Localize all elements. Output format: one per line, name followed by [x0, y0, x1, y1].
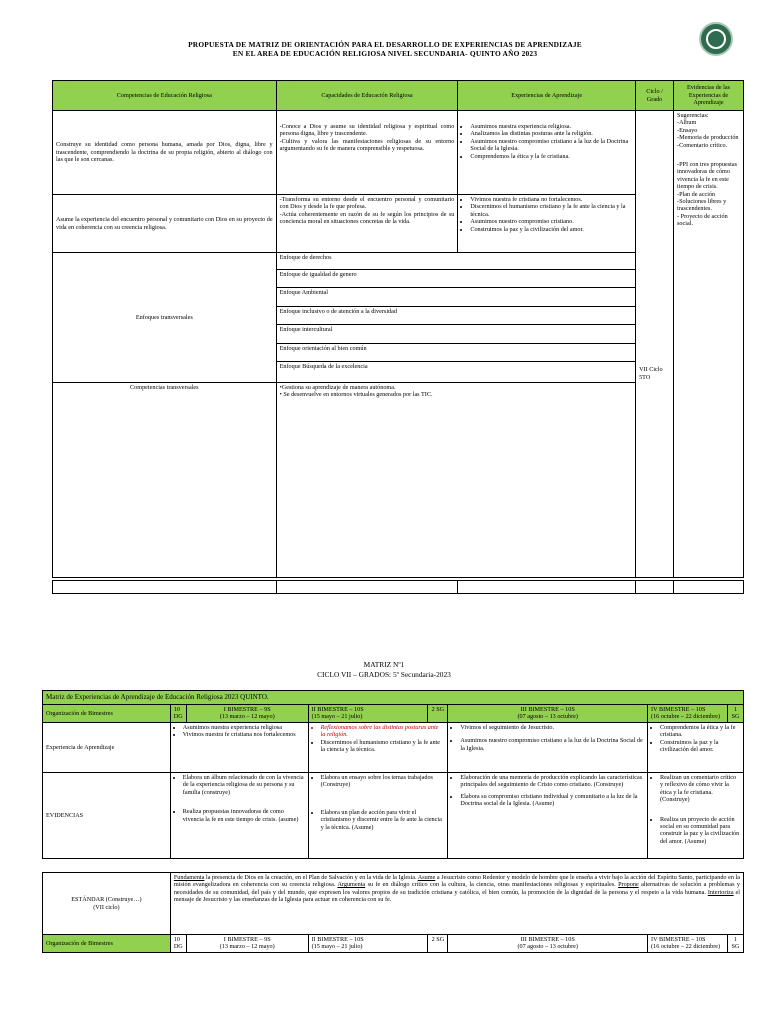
- evidencias-cell: Sugerencias: -Album -Ensayo -Memoria de producción -Comentario crítico. -PPI con tres propuestas innovadoras de cómo vivencia la fe en este tiempo de crisis. -Plan de acción -Soluciones libres y trascendentes. - Proyecto de acción social.: [674, 111, 744, 578]
- bimestre-1-b: I BIMESTRE – 9S (13 marzo – 12 mayo): [186, 935, 308, 953]
- ev-bim-2: • Elabora un ensayo sobre los temas trabajados (Construye) • Elabora un plan de acción para vivir el cristianismo y discernir entre la fe ante la ciencia y la técnica. (Asume): [308, 773, 448, 859]
- weeks-3-b: 1 SG: [727, 935, 743, 953]
- matriz-title: MATRIZ Nº1: [363, 660, 405, 669]
- header-evidencias: Evidencias de las Experiencias de Aprendizaje: [674, 81, 744, 111]
- matriz-table: [42, 690, 744, 859]
- exp-bim-1: • Asumimos nuestra experiencia religiosa • Vivimos nuestra fe cristiana nos fortalecemos: [170, 723, 308, 773]
- enfoque-item: Enfoque de igualdad de genero: [277, 270, 635, 288]
- enfoques-cell: [276, 253, 635, 383]
- bimestre-2-b: II BIMESTRE – 10S (15 mayo – 21 julio): [308, 935, 428, 953]
- exp-bim-2: • Reflexionamos sobre las distintas posturas ante la religión. • Discernimos el humanismo cristiano y la fe ante la ciencia y la técnica.: [308, 723, 448, 773]
- header-experiencias: Experiencias de Aprendizaje: [458, 81, 636, 111]
- comp-trans-cell: •Gestiona su aprendizaje de manera autónoma. • Se desenvuelve en entornos virtuales generados por las TIC.: [276, 383, 635, 578]
- ciclo-grado-cell: VII Ciclo 5TO: [636, 111, 674, 578]
- exp-bim-3: • Vivimos el seguimiento de Jesucristo. • Asumimos nuestro compromiso cristiano a la luz de la Doctrina Social de la Iglesia.: [448, 723, 648, 773]
- capacidades-1: -Conoce a Dios y asume su identidad religiosa y espiritual como persona digna, libre y trascendente. -Cultiva y valora las manifestaciones religiosas de su entorno argumentando su fe de manera comprensible y respetuosa.: [276, 111, 458, 195]
- weeks-1: 10 DG: [170, 705, 186, 723]
- enfoques-label: Enfoques transversales: [53, 253, 277, 383]
- weeks-1-b: 10 DG: [170, 935, 186, 953]
- bimestre-3-b: III BIMESTRE – 10S (07 agosto – 13 octubre): [448, 935, 648, 953]
- estandar-text: Fundamenta la presencia de Dios en la creación, en el Plan de Salvación y en la vida de la Iglesia. Asume a Jesucristo como Redentor y modelo de hombre que le enseña a vivir bajo la acción del Espíritu Santo, participando en la misión evangelizadora en coherencia con su creencia religiosa. Argumenta su fe en diálogo crítico con la cultura, la ciencia, otras manifestaciones religiosas y espirituales. Propone alternativas de solución a problemas y necesidades de su comunidad, del país y del mundo, que expresen los valores propios de su tradición cristiana y católica, el bien común, la promoción de la dignidad de la persona y el respeto a la vida humana. Interioriza el mensaje de Jesucristo y las enseñanzas de la Iglesia para actuar en coherencia con su fe.: [170, 873, 743, 935]
- matriz-subtitle: CICLO VII – GRADOS: 5º Secundaria-2023: [317, 670, 451, 679]
- experiencias-2: • Vivimos nuestra fe cristiana no fortalecemos. • Discernimos el humanismo cristiano y la fe ante la ciencia y la técnica. • Asumimos nuestro compromiso cristiano. • Construimos la paz y la civilización del amor.: [458, 195, 636, 253]
- bimestre-3: III BIMESTRE – 10S (07 agosto – 13 octubre): [448, 705, 648, 723]
- capacidades-2: -Transforma su entorno desde el encuentro personal y comunitario con Dios y desde la fe que profesa. -Actúa coherentemente en razón de su fe según los principios de su conciencia moral en situaciones concretas de la vida.: [276, 195, 458, 253]
- bimestre-1: I BIMESTRE – 9S (13 marzo – 12 mayo): [186, 705, 308, 723]
- weeks-2: 2 SG: [428, 705, 448, 723]
- bimestre-2: II BIMESTRE – 10S (15 mayo – 21 julio): [308, 705, 428, 723]
- bimestre-4-b: IV BIMESTRE – 10S (16 octubre – 22 diciembre): [648, 935, 728, 953]
- ev-bim-1: • Elabora un álbum relacionado de con la vivencia de la experiencia religiosa de su persona y su familia (construye) • Realiza propuestas innovadoras de como vivencia la fe en este tiempo de crisis. (asume): [170, 773, 308, 859]
- empty-row-table: [52, 580, 744, 594]
- doc-title-line2: EN EL AREA DE EDUCACIÓN RELIGIOSA NIVEL SECUNDARIA- QUINTO AÑO 2023: [232, 49, 538, 58]
- enfoque-item: Enfoque orientación al bien común: [277, 344, 635, 362]
- header-capacidades: Capacidades de Educación Religiosa: [276, 81, 458, 111]
- enfoque-item: Enfoque Búsqueda de la excelencia: [279, 363, 368, 370]
- ev-bim-4: • Realizan un comentario crítico y reflexivo de cómo vivir la ética y la fe cristiana. (Construye) • Realiza un proyecto de acción social en su comunidad para construir la paz y la civilización del amor. (Asume): [648, 773, 744, 859]
- org-bimestres-label-2: Organización de Bimestres: [43, 935, 171, 953]
- header-competencias: Competencias de Educación Religiosa: [53, 81, 277, 111]
- estandar-table: [42, 872, 744, 953]
- experiencias-1: • Asumimos nuestra experiencia religiosa. • Analizamos las distintas posturas ante la religión. • Asumimos nuestro compromiso cristiano a la luz de la Doctrina Social de la Iglesia. • Comprendemos la ética y la fe cristiana.: [458, 111, 636, 195]
- bimestre-4: IV BIMESTRE – 10S (16 octubre – 22 diciembre): [648, 705, 728, 723]
- competencias-table: [52, 80, 744, 578]
- enfoque-item: Enfoque de derechos: [277, 253, 635, 270]
- weeks-3: 1 SG: [727, 705, 743, 723]
- competencia-1: Construye su identidad como persona humana, amada por Dios, digna, libre y trascendente, comprendiendo la doctrina de su propia religión, abierto al diálogo con las que le son cercanas.: [53, 111, 277, 195]
- exp-bim-4: • Comprendemos la ética y la fe cristiana. • Construimos la paz y la civilización del amor.: [648, 723, 744, 773]
- weeks-2-b: 2 SG: [428, 935, 448, 953]
- comp-trans-label: Competencias transversales: [53, 383, 277, 578]
- header-ciclo-grado: Ciclo / Grado: [636, 81, 674, 111]
- experiencia-label: Experiencia de Aprendizaje: [43, 723, 171, 773]
- doc-title-line1: PROPUESTA DE MATRIZ DE ORIENTACIÓN PARA EL DESARROLLO DE EXPERIENCIAS DE APRENDIZAJE: [188, 40, 582, 49]
- evidencias-label: EVIDENCIAS: [43, 773, 171, 859]
- org-bimestres-label: Organización de Bimestres: [43, 705, 171, 723]
- enfoque-item: Enfoque intercultural: [277, 325, 635, 344]
- enfoque-item: Enfoque Ambiental: [277, 288, 635, 307]
- matriz-header: Matriz de Experiencias de Aprendizaje de Educación Religiosa 2023 QUINTO.: [43, 691, 744, 705]
- ev-bim-3: • Elaboración de una memoria de producción explicando las características principales del seguimiento de Cristo como cristiano. (Construye) • Elabora su compromiso cristiano individual y comunitario a la luz de la Doctrina social de la Iglesia. (Asume): [448, 773, 648, 859]
- estandar-label: ESTÁNDAR (Construye…) (VII ciclo): [43, 873, 171, 935]
- competencia-2: Asume la experiencia del encuentro personal y comunitario con Dios en su proyecto de vida en coherencia con su creencia religiosa.: [53, 195, 277, 253]
- enfoque-item: Enfoque inclusivo o de atención a la diversidad: [277, 307, 635, 325]
